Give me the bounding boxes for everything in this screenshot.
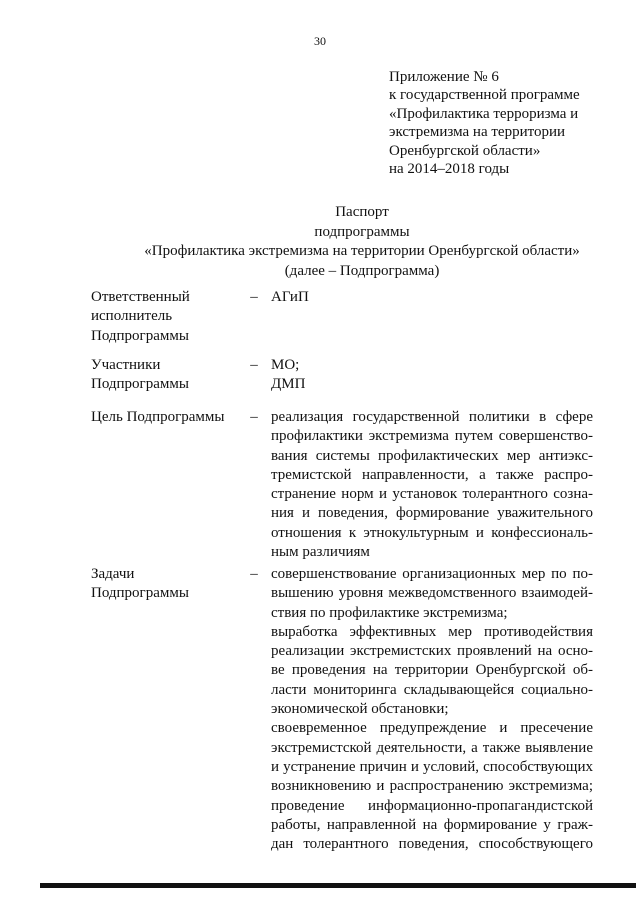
label-line: Подпрограммы [91,585,189,602]
appendix-line: на 2014–2018 годы [389,161,510,178]
value-line: отношения к этнокультурным и конфессиональ- [271,524,593,541]
label-line: Цель Подпрограммы [91,409,225,425]
row-value [271,288,593,307]
value-line: реализация государственной политики в сфере [271,409,593,425]
value-line: ДМП [271,376,306,393]
document-title [0,203,640,281]
value-line: проведение информационно-пропагандистской [271,797,593,814]
row-value [271,565,593,854]
row-label [91,356,241,395]
value-line: МО; [271,357,300,373]
row-value [271,408,593,562]
value-line: дан толерантного поведения, способствующего [271,836,593,853]
label-line: Подпрограммы [91,376,189,393]
title-line: подпрограммы [314,223,410,240]
value-line: работы, направленной на формирование у граж- [271,816,593,833]
row-dash: – [250,289,258,305]
appendix-line: Приложение № 6 [389,69,499,85]
label-line: Подпрограммы [91,327,189,344]
value-line: АГиП [271,289,309,305]
row-label [91,565,241,604]
value-line: и устранение причин и условий, способствующих [271,758,593,775]
appendix-line: к государственной программе [389,87,580,104]
page-bottom-rule [40,883,636,888]
value-line: экономической обстановки; [271,701,449,718]
value-line: вышению уровня межведомственного взаимодей- [271,585,593,602]
title-line: (далее – Подпрограмма) [284,262,440,279]
value-line: ласти мониторинга складывающейся социально- [271,681,593,698]
value-line: тремистской направленности, а также распро- [271,466,593,483]
label-line: Задачи [91,566,135,582]
value-line: своевременное предупреждение и пресечение [271,720,593,737]
value-line: ве проведения на территории Оренбургской об- [271,662,593,679]
value-line: ствия по профилактике экстремизма; [271,604,508,621]
value-line: экстремистской деятельности, а также выявление [271,739,593,756]
label-line: исполнитель [91,308,173,325]
value-line: совершенствование организационных мер по по- [271,566,593,582]
page-number: 30 [314,34,326,48]
value-line: выработка эффективных мер противодействия [271,623,593,640]
title-line: Паспорт [335,204,389,220]
row-dash: – [250,409,258,425]
label-line: Ответственный [91,289,190,305]
appendix-line: экстремизма на территории [389,124,566,141]
value-line: ния и поведения, формирование уважительного [271,505,593,522]
row-dash: – [250,566,258,582]
value-line: странение норм и установок толерантного созна- [271,486,593,503]
appendix-line: Оренбургской области» [389,142,541,159]
value-line: возникновению и распространению экстремизма; [271,778,593,795]
title-line: «Профилактика экстремизма на территории Оренбургской области» [144,243,580,259]
row-label [91,288,241,346]
value-line: реализации экстремистских проявлений на осно- [271,643,593,660]
row-value [271,356,593,395]
appendix-line: «Профилактика терроризма и [389,105,579,122]
value-line: профилактики экстремизма путем совершенство- [271,428,593,445]
appendix-heading [389,68,580,178]
value-line: ным различиям [271,544,370,561]
row-dash: – [250,357,258,373]
value-line: вания системы профилактических мер антиэкс- [271,447,593,464]
row-label [91,408,241,427]
label-line: Участники [91,357,161,373]
